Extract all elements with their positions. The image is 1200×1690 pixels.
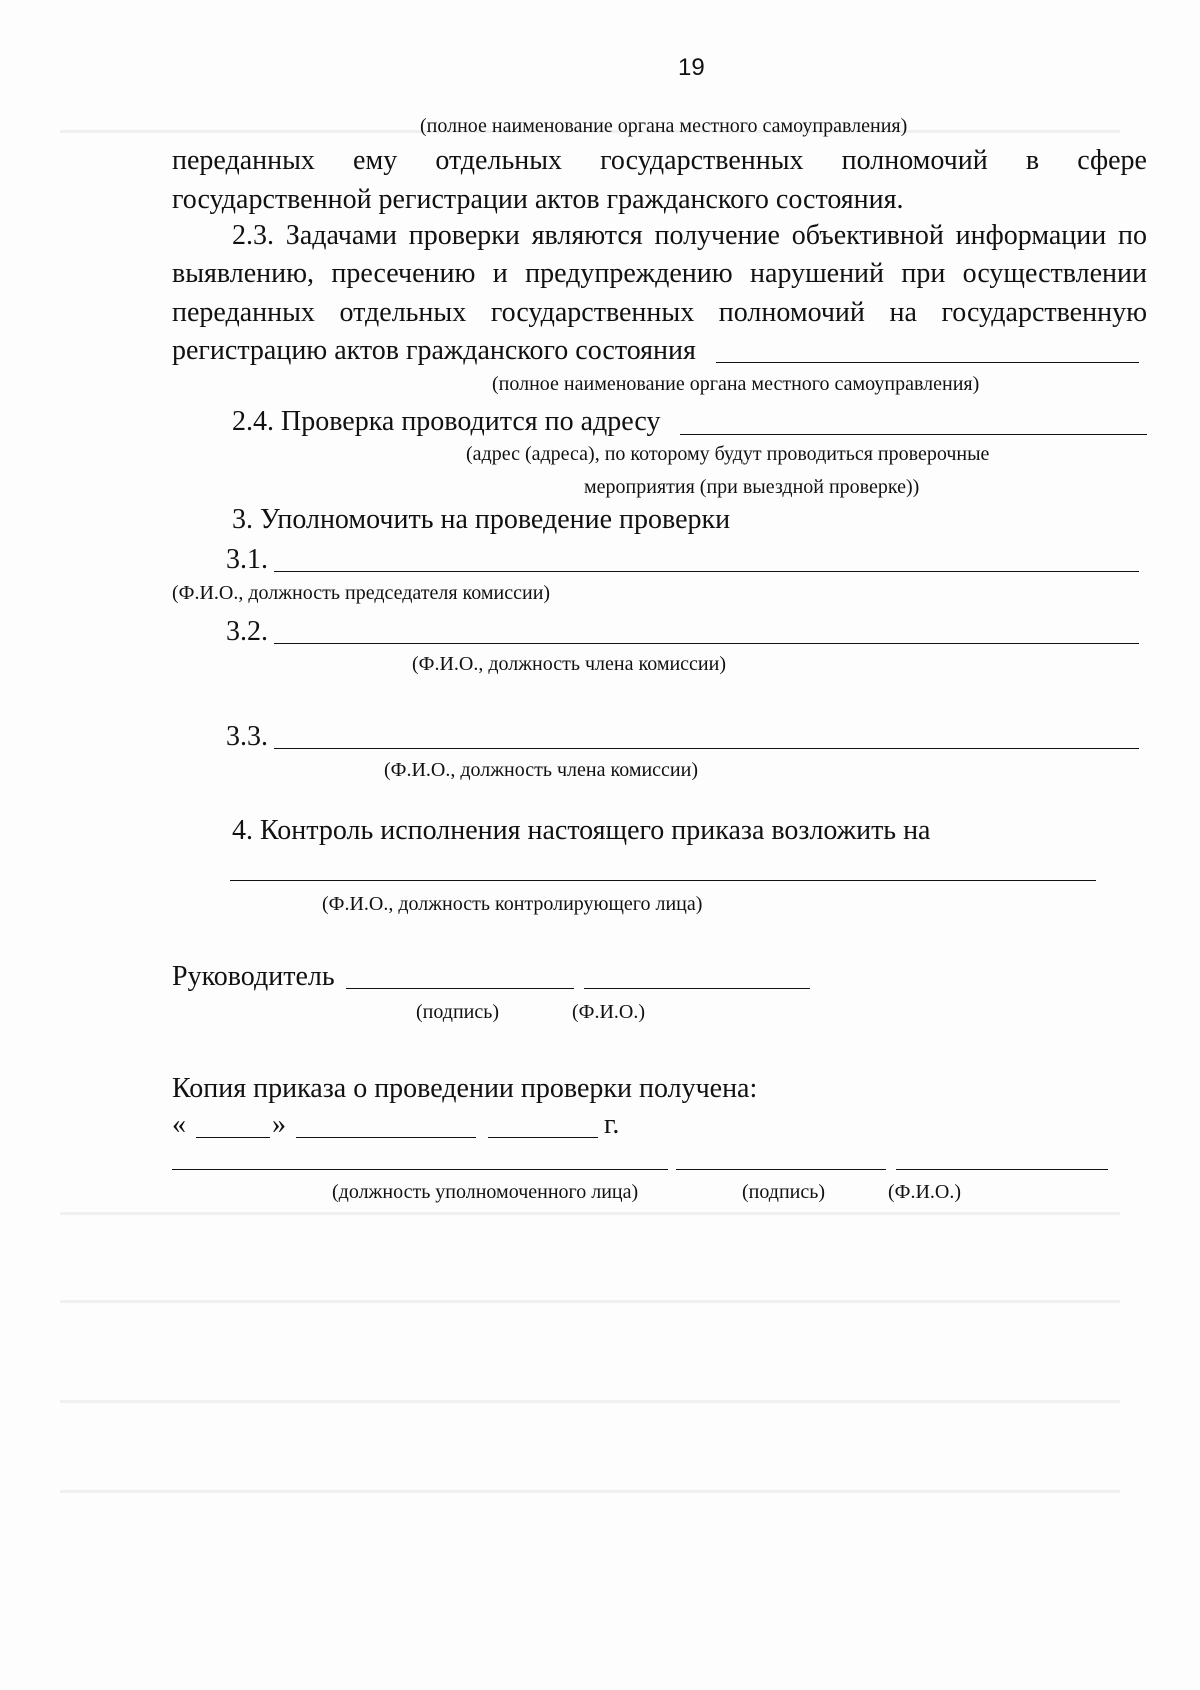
word: полномочий (841, 145, 988, 176)
word: в (1025, 145, 1040, 176)
word: государственных (600, 145, 804, 176)
blank-member-2[interactable] (274, 748, 1139, 749)
hint-signature: (подпись) (416, 1001, 500, 1023)
page-number: 19 (678, 54, 705, 81)
blank-day[interactable] (196, 1137, 270, 1138)
bleed-through-text (60, 1400, 1120, 1403)
hint-address-line-1: (адрес (адреса), по которому будут проводиться проверочные (466, 443, 990, 465)
paragraph-3: 3. Уполномочить на проведение проверки (232, 504, 731, 535)
hint-signature-2: (подпись) (742, 1181, 826, 1203)
copy-received-label: Копия приказа о проведении проверки получена: (172, 1073, 758, 1104)
item-3-1-label: 3.1. (226, 544, 268, 575)
word: отдельных (435, 145, 563, 176)
bleed-through-text (60, 1300, 1120, 1303)
hint-controller: (Ф.И.О., должность контролирующего лица) (322, 893, 703, 915)
hint-address-line-2: мероприятия (при выездной проверке)) (584, 476, 920, 498)
paragraph-2-4: 2.4. Проверка проводится по адресу (232, 406, 661, 437)
bleed-through-text (60, 1212, 1120, 1215)
hint-chairman: (Ф.И.О., должность председателя комиссии) (172, 582, 551, 604)
blank-chairman[interactable] (274, 571, 1139, 572)
blank-controller[interactable] (230, 880, 1096, 881)
blank-member-1[interactable] (274, 643, 1139, 644)
bleed-through-text (60, 1490, 1120, 1493)
blank-month[interactable] (296, 1137, 476, 1138)
hint-fio-2: (Ф.И.О.) (888, 1181, 962, 1203)
blank-year[interactable] (488, 1137, 598, 1138)
blank-authorized-position[interactable] (172, 1169, 668, 1170)
year-suffix: г. (604, 1109, 620, 1140)
paragraph-line: государственной регистрации актов гражданского состояния. (172, 184, 904, 215)
head-label: Руководитель (172, 961, 335, 992)
blank-org-name[interactable] (716, 362, 1139, 363)
paragraph-line: выявлению, пресечению и предупреждению нарушений при осуществлении (172, 258, 1147, 289)
word: переданных (172, 145, 315, 176)
blank-address[interactable] (680, 434, 1147, 435)
hint-org-name-2: (полное наименование органа местного самоуправления) (492, 373, 980, 395)
word: ему (353, 145, 398, 176)
paragraph-line: 2.3. Задачами проверки являются получение объективной информации по (232, 220, 1147, 251)
blank-head-signature[interactable] (346, 988, 574, 989)
quote-close: » (272, 1109, 286, 1140)
hint-member-1: (Ф.И.О., должность члена комиссии) (412, 653, 726, 675)
paragraph-4: 4. Контроль исполнения настоящего приказа возложить на (232, 815, 931, 846)
blank-authorized-fio[interactable] (896, 1169, 1108, 1170)
paragraph-line: переданных отдельных государственных полномочий на государственную (172, 297, 1147, 328)
paragraph-line: регистрацию актов гражданского состояния (172, 335, 696, 366)
quote-open: « (172, 1109, 186, 1140)
item-3-3-label: 3.3. (226, 721, 268, 752)
paragraph-line (172, 144, 1147, 178)
blank-authorized-signature[interactable] (676, 1169, 886, 1170)
blank-head-fio[interactable] (584, 988, 810, 989)
hint-member-2: (Ф.И.О., должность члена комиссии) (384, 759, 698, 781)
hint-org-name-1: (полное наименование органа местного самоуправления) (420, 115, 908, 137)
hint-fio: (Ф.И.О.) (572, 1001, 646, 1023)
word: сфере (1077, 145, 1147, 176)
hint-authorized-position: (должность уполномоченного лица) (332, 1181, 639, 1203)
item-3-2-label: 3.2. (226, 616, 268, 647)
